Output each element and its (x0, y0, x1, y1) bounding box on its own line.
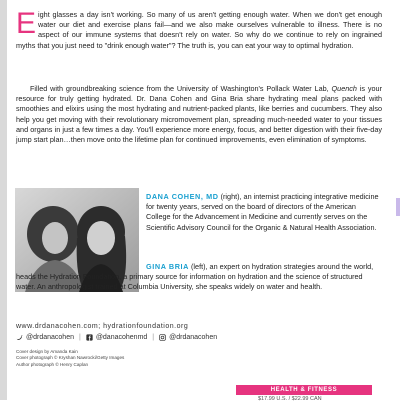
cover-edge-accent (396, 198, 400, 216)
intro-paragraph (16, 7, 382, 51)
bio-dana-cohen (146, 192, 382, 233)
twitter-icon (16, 334, 23, 341)
divider: | (152, 334, 155, 341)
intro-text: ight glasses a day isn't working. So many of us aren't getting enough water. When we don't get enough water our diet and exercise plans fail—and we also make ourselves vulnerable to illness. There is no aspect of our immune systems that doesn't rely on water. So why do we continue to rely on ingrained myths that you just need to "drink enough water"? The truth is, you can eat your way to optimal hydration. (16, 10, 382, 50)
facebook-icon (86, 334, 93, 341)
category-badge: HEALTH & FITNESS (236, 385, 372, 395)
bio-dana-text: (right), an internist practicing integrative medicine for twenty years, served on the board of directors of the American College for the Advancement in Medicine and currently serves on the Scientific Advisory Council for the Organic & Natural Health Association. (146, 192, 379, 232)
instagram-icon (159, 334, 166, 341)
twitter-handle: @drdanacohen (26, 334, 74, 341)
price: $17.99 U.S. / $22.99 CAN (258, 396, 322, 402)
author-name-gina: GINA BRIA (146, 262, 189, 271)
bio-gina-bria (16, 262, 382, 293)
drop-cap: E (16, 7, 37, 40)
credit-author-photo: Author photograph © Henry Caplan (16, 361, 89, 367)
cover-edge-strip (0, 0, 7, 400)
book-title: Quench (331, 84, 357, 93)
websites: www.drdanacohen.com; hydrationfoundation.org (16, 323, 189, 330)
social-handles (16, 334, 217, 341)
description-lead: Filled with groundbreaking science from the University of Washington's Pollack Water Lab, (30, 84, 332, 93)
bio-gina-text: (left), an expert on hydration strategies around the world, heads the Hydration Foundation, a primary source for information on hydration and the science of structured water. An anthropologist trained at Columbia University, she speaks widely on water and health. (16, 262, 374, 292)
credits (16, 349, 124, 368)
instagram-handle: @drdanacohen (169, 334, 218, 341)
divider: | (78, 334, 81, 341)
credit-design: Cover design by Amanda Kain (16, 349, 78, 354)
description-paragraph (16, 84, 382, 145)
facebook-handle: @danacohenmd (95, 334, 148, 341)
credit-cover-photo: Cover photograph © Kryshan Nawrocki/Getty Images (16, 355, 125, 361)
description-rest: is your resource for truly getting hydrated. Dr. Dana Cohen and Gina Bria share hydrating meal plans packed with smoothies and elixirs using the most hydrating and nutrient-packed plants, like berries and cucumbers. They also help you get moving with their revolutionary micromovement plan, spreading much-needed water to your tissues and organs in just a few times a day. You'll experience more energy, focus, and better digestion with their five-day jump start plan…then move onto the lifetime plan for continued improvements, even elimination of symptoms. (16, 84, 382, 145)
author-name-dana: DANA COHEN, MD (146, 192, 219, 201)
